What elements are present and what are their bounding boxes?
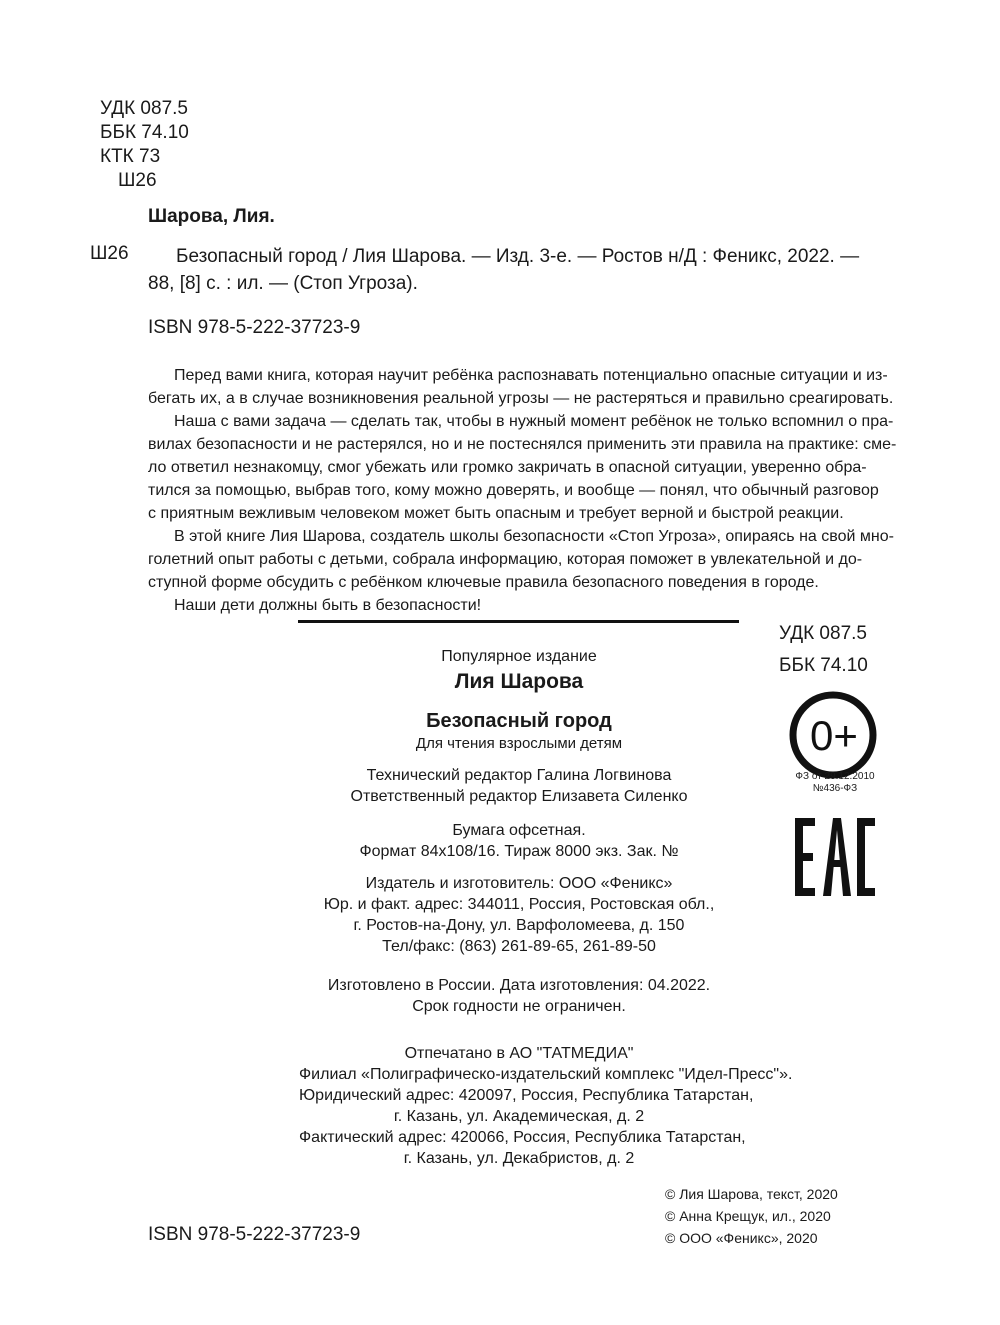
- right-codes: [779, 618, 868, 682]
- printer-legal-1: Юридический адрес: 420097, Россия, Республика Татарстан,: [299, 1087, 754, 1104]
- author-heading: Шарова, Лия.: [148, 206, 275, 227]
- annotation-line: ступной форме обсудить с ребёнком ключевые правила безопасного поведения в городе.: [148, 574, 819, 591]
- classification-codes: [100, 97, 189, 193]
- annotation-line: Перед вами книга, которая научит ребёнка распознавать потенциально опасные ситуации и из-: [174, 367, 888, 384]
- annotation-line: ло ответил незнакомцу, смог убежать или громко закричать в опасной ситуации, уверенно обра-: [148, 459, 867, 476]
- bbk-code: ББК 74.10: [100, 122, 189, 143]
- annotation-line: тился за помощью, выбрав того, кому можно доверять, и вообще — понял, что обычный разговор: [148, 482, 879, 499]
- bib-author-code: Ш26: [90, 243, 129, 264]
- annotation-line: голетний опыт работы с детьми, собрала информацию, которая поможет в увлекательной и до-: [148, 551, 863, 568]
- annotation-line: В этой книге Лия Шарова, создатель школы безопасности «Стоп Угроза», опираясь на свой мно-: [174, 528, 894, 545]
- made-in: Изготовлено в России. Дата изготовления: 04.2022.: [327, 977, 711, 994]
- age-law-1: ФЗ от 29.12.2010: [795, 771, 875, 782]
- annotation: [148, 364, 897, 617]
- right-udk: УДК 087.5: [779, 623, 867, 644]
- copyright: [665, 1183, 838, 1249]
- copyright-line: © Лия Шарова, текст, 2020: [665, 1186, 838, 1202]
- annotation-line: бегать их, а в случае возникновения реальной угрозы — не растеряться и правильно среагировать.: [148, 390, 894, 407]
- ktk-code: КТК 73: [100, 146, 161, 167]
- copyright-line: © Анна Крещук, ил., 2020: [665, 1208, 831, 1224]
- annotation-line: Наша с вами задача — сделать так, чтобы в нужный момент ребёнок не только вспомнил о пра-: [174, 413, 894, 430]
- author-code: Ш26: [118, 170, 157, 191]
- print-specs: [299, 820, 739, 862]
- resp-editor: Ответственный редактор Елизавета Силенко: [350, 788, 688, 805]
- publisher-address-1: Юр. и факт. адрес: 344011, Россия, Ростовская обл.,: [323, 896, 715, 913]
- publisher-info: [299, 873, 739, 957]
- annotation-line: вилах безопасности и не растерялся, но и не постеснялся применить эти правила на практике: сме-: [148, 436, 897, 453]
- isbn-bottom: ISBN 978-5-222-37723-9: [148, 1224, 361, 1245]
- age-rating-icon: [788, 690, 878, 780]
- imprint-author: Лия Шарова: [454, 670, 584, 693]
- bib-line-1: Безопасный город / Лия Шарова. — Изд. 3-е. — Ростов н/Д : Феникс, 2022. —: [176, 246, 860, 267]
- format-run: Формат 84x108/16. Тираж 8000 экз. Зак. №: [359, 843, 679, 860]
- age-law-2: №436-ФЗ: [812, 783, 858, 794]
- printer-legal-2: г. Казань, ул. Академическая, д. 2: [393, 1108, 645, 1125]
- book-subtitle: Для чтения взрослыми детям: [415, 735, 623, 752]
- tech-editor: Технический редактор Галина Логвинова: [366, 767, 672, 784]
- annotation-line: Наши дети должны быть в безопасности!: [174, 597, 482, 614]
- bibliographic-description: [148, 243, 859, 297]
- bib-line-2: 88, [8] с. : ил. — (Стоп Угроза).: [148, 273, 418, 294]
- publisher-address-2: г. Ростов-на-Дону, ул. Варфоломеева, д. 150: [353, 917, 685, 934]
- book-title: Безопасный город: [426, 710, 612, 732]
- paper-type: Бумага офсетная.: [452, 822, 586, 839]
- copyright-line: © ООО «Феникс», 2020: [665, 1230, 818, 1246]
- isbn-top: ISBN 978-5-222-37723-9: [148, 317, 361, 338]
- eac-mark-icon: [795, 818, 875, 896]
- printer-branch: Филиал «Полиграфическо-издательский комплекс "Идел-Пресс"».: [299, 1066, 793, 1083]
- edition-type: Популярное издание: [441, 648, 597, 665]
- printer-actual-2: г. Казань, ул. Декабристов, д. 2: [403, 1150, 635, 1167]
- printer-name: Отпечатано в АО "ТАТМЕДИА": [404, 1045, 634, 1062]
- udk-code: УДК 087.5: [100, 98, 188, 119]
- divider-rule: [298, 620, 739, 623]
- age-law: [760, 771, 910, 795]
- annotation-line: с приятным вежливым человеком может быть опасным и требует верной и быстрой реакции.: [148, 505, 844, 522]
- publisher-name: Издатель и изготовитель: ООО «Феникс»: [365, 875, 673, 892]
- editors: [299, 765, 739, 807]
- shelf-life: Срок годности не ограничен.: [412, 998, 626, 1015]
- right-bbk: ББК 74.10: [779, 655, 868, 676]
- age-rating-label: 0+: [810, 712, 858, 759]
- printer-info: [299, 1043, 793, 1169]
- printer-actual-1: Фактический адрес: 420066, Россия, Республика Татарстан,: [299, 1129, 746, 1146]
- manufacture-info: [299, 975, 739, 1017]
- publisher-phone: Тел/факс: (863) 261-89-65, 261-89-50: [382, 938, 656, 955]
